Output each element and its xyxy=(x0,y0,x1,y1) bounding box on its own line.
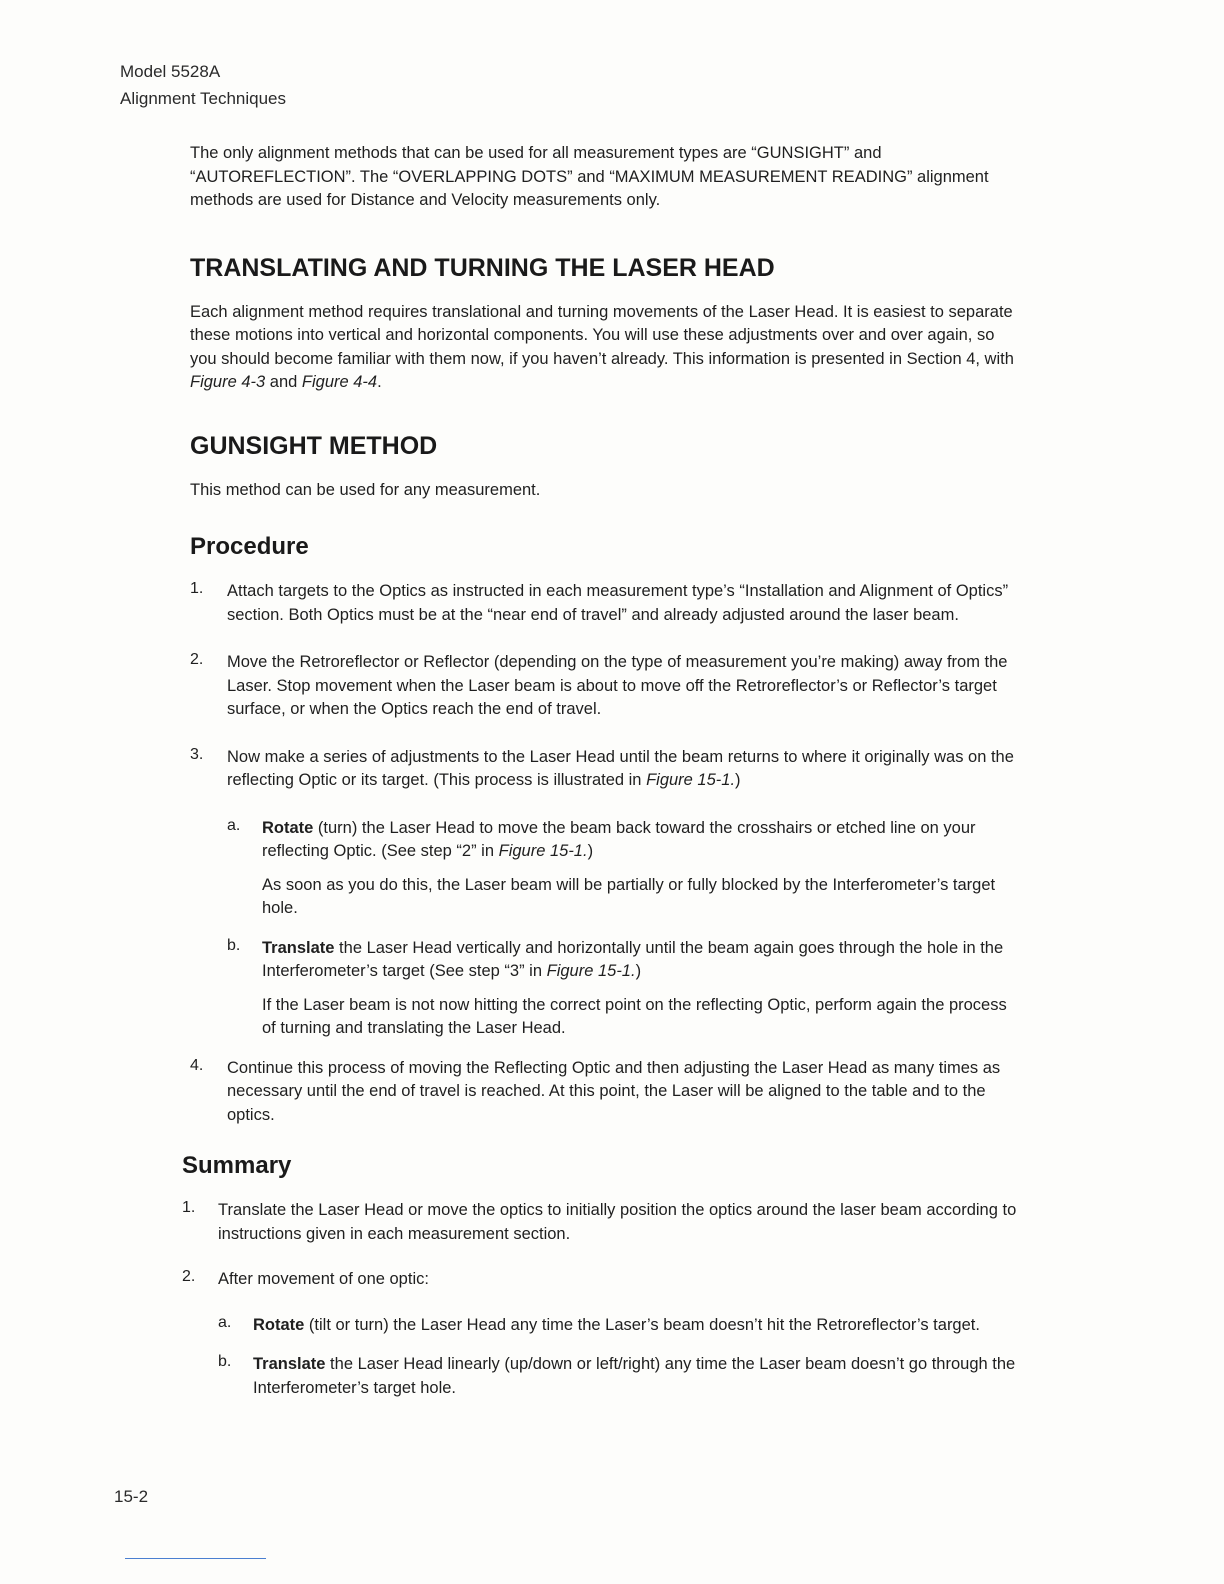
section-label: Alignment Techniques xyxy=(120,89,287,108)
summary-step xyxy=(182,1268,1025,1292)
intro-paragraph: The only alignment methods that can be used for all measurement types are “GUNSIGHT” and “AUTOREFLECTION”. The “OVERLAPPING DOTS” and “MAXIMUM MEASUREMENT READING” alignment methods are used for Distance and Velocity measurements only. xyxy=(190,144,989,209)
procedure-substeps xyxy=(190,817,1025,1041)
step-text: Translate the Laser Head or move the optics to initially position the optics around the laser beam according to instructions given in each measurement section. xyxy=(218,1201,1017,1243)
procedure-step xyxy=(190,651,1025,722)
figure-ref: Figure 15-1. xyxy=(498,842,588,860)
step-text: Attach targets to the Optics as instructed in each measurement type’s “Installation and Alignment of Optics” section. Both Optics must be at the “near end of travel” and already adjusted around the laser beam. xyxy=(227,582,1009,624)
step-number: 1. xyxy=(182,1199,196,1216)
step-number: 2. xyxy=(182,1268,196,1285)
substep-letter: b. xyxy=(227,936,241,954)
substep-note: As soon as you do this, the Laser beam will be partially or fully blocked by the Interferometer’s target hole. xyxy=(262,875,996,917)
summary-list xyxy=(182,1199,1025,1292)
substep-text-part: (tilt or turn) the Laser Head any time the Laser’s beam doesn’t hit the Retroreflector’s target. xyxy=(304,1315,980,1334)
page-number: 15-2 xyxy=(114,1487,149,1506)
substep-text xyxy=(262,817,1025,864)
period: . xyxy=(377,373,382,391)
substep-keyword: Rotate xyxy=(262,818,314,837)
step-number: 3. xyxy=(190,745,204,763)
summary-substep xyxy=(218,1314,1025,1338)
figure-ref: Figure 4-4 xyxy=(301,373,378,391)
substep-note: If the Laser beam is not now hitting the correct point on the reflecting Optic, perform again the process of turning and translating the Laser Head. xyxy=(262,995,1007,1037)
procedure-step xyxy=(190,580,1025,627)
procedure-substep xyxy=(227,817,1025,921)
procedure-step xyxy=(190,746,1025,793)
substep-text xyxy=(253,1314,1025,1338)
model-label: Model 5528A xyxy=(120,62,221,81)
substep-text xyxy=(262,937,1025,984)
substep-text-part: the Laser Head vertically and horizontally until the beam again goes through the hole in the Interferometer’s target (See step “3” in xyxy=(262,938,1004,980)
step-text-part: ) xyxy=(735,771,741,789)
step-number: 2. xyxy=(190,651,204,668)
substep-keyword: Rotate xyxy=(253,1315,305,1334)
summary-heading: Summary xyxy=(182,1152,292,1179)
procedure-list xyxy=(190,580,1025,793)
substep-keyword: Translate xyxy=(262,938,335,957)
substep-letter: a. xyxy=(218,1313,232,1331)
figure-ref: Figure 15-1. xyxy=(546,962,636,980)
substep-text-part: ) xyxy=(587,842,594,860)
page-header xyxy=(120,58,286,112)
step-text: Move the Retroreflector or Reflector (depending on the type of measurement you’re making) away from the Laser. Stop movement when the Laser beam is about to move off the Retroreflector’s or Reflector’s target surface, or when the Optics reach the end of travel. xyxy=(227,653,1008,718)
substep-text xyxy=(253,1353,1025,1400)
gunsight-paragraph: This method can be used for any measurement. xyxy=(190,480,541,499)
gunsight-heading: GUNSIGHT METHOD xyxy=(190,431,438,460)
step-text: After movement of one optic: xyxy=(218,1270,429,1288)
procedure-step xyxy=(190,1057,1025,1128)
summary-step xyxy=(182,1199,1025,1246)
summary-substep xyxy=(218,1353,1025,1400)
step-text xyxy=(227,746,1025,793)
step-number: 1. xyxy=(190,580,204,597)
conjunction: and xyxy=(265,373,302,391)
substep-text-part: ) xyxy=(635,962,642,980)
procedure-heading: Procedure xyxy=(190,533,309,560)
page-content xyxy=(182,142,1025,1416)
bottom-rule xyxy=(125,1558,266,1559)
procedure-list-continued xyxy=(190,1057,1025,1128)
summary-substeps xyxy=(182,1314,1025,1401)
procedure-substep xyxy=(227,937,1025,1041)
translating-text: Each alignment method requires translational and turning movements of the Laser Head. It is easiest to separate these motions into vertical and horizontal components. You will use these adjustments over and over again, so you should become familiar with them now, if you haven’t already. This information is presented in Section 4, with xyxy=(190,302,1014,368)
figure-ref: Figure 15-1. xyxy=(646,771,736,789)
translating-heading: TRANSLATING AND TURNING THE LASER HEAD xyxy=(190,253,775,282)
substep-letter: a. xyxy=(227,816,241,834)
substep-text-part: (turn) the Laser Head to move the beam back toward the crosshairs or etched line on your reflecting Optic. (See step “2” in xyxy=(262,818,976,860)
summary-section xyxy=(182,1151,1025,1400)
step-text: Continue this process of moving the Reflecting Optic and then adjusting the Laser Head as many times as necessary until the end of travel is reached. At this point, the Laser will be aligned to the table and to the optics. xyxy=(227,1058,1001,1124)
substep-keyword: Translate xyxy=(253,1355,326,1373)
translating-paragraph xyxy=(190,301,1025,395)
substep-text-part: the Laser Head linearly (up/down or left/right) any time the Laser beam doesn’t go through the Interferometer’s target hole. xyxy=(253,1355,1016,1397)
figure-ref: Figure 4-3 xyxy=(190,373,266,391)
step-text-part: Now make a series of adjustments to the Laser Head until the beam returns to where it originally was on the reflecting Optic or its target. (This process is illustrated in xyxy=(227,747,1014,789)
step-number: 4. xyxy=(190,1056,204,1074)
substep-letter: b. xyxy=(218,1353,232,1370)
